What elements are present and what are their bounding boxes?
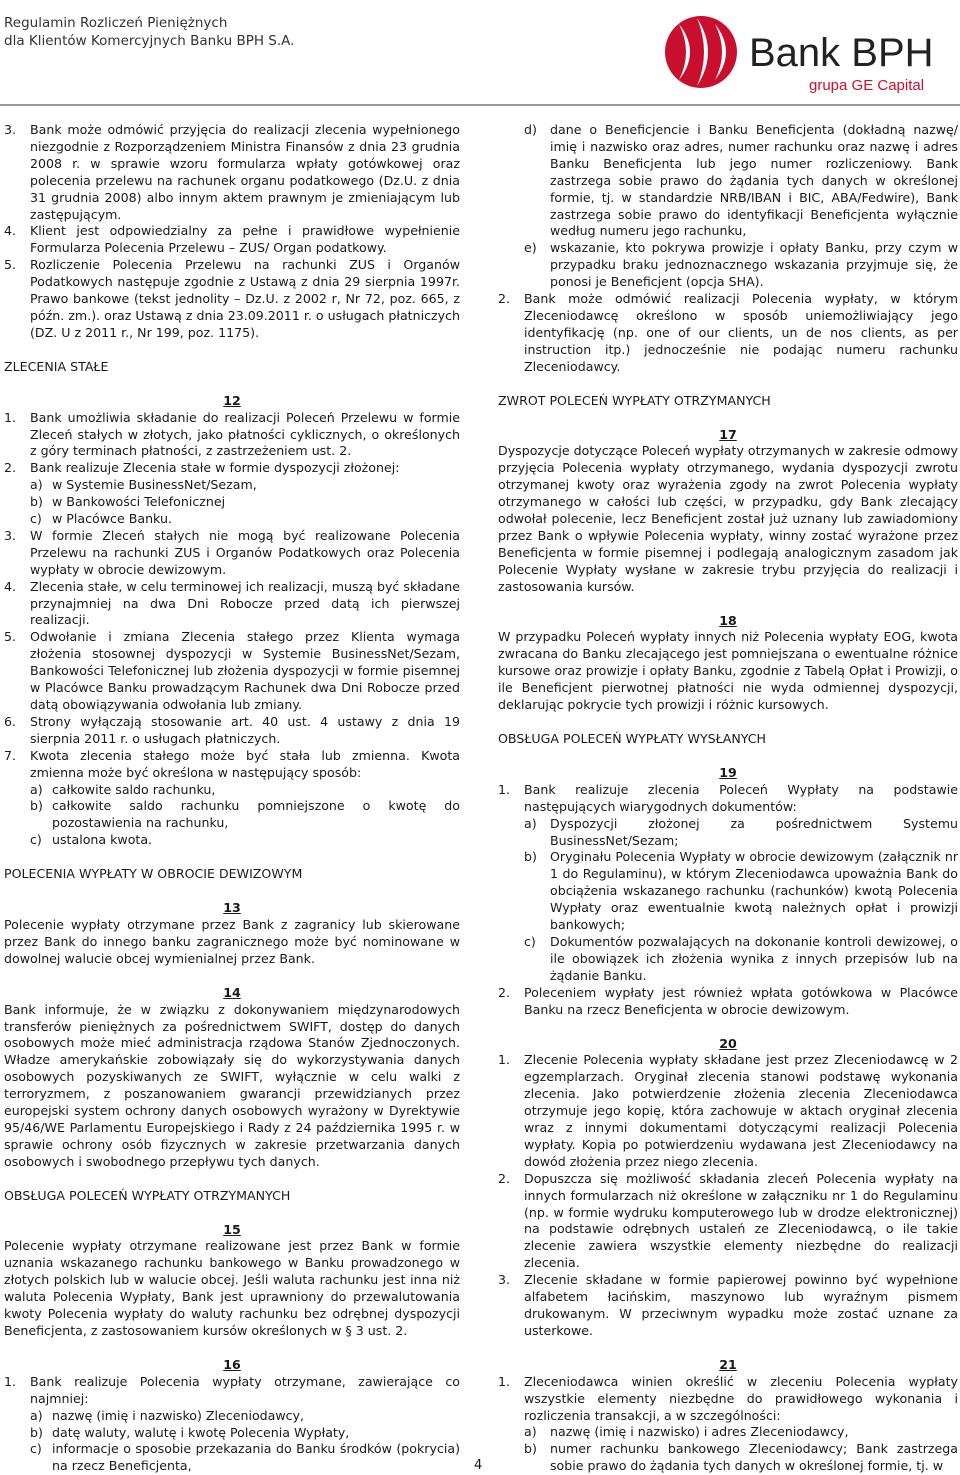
list-item xyxy=(498,1374,958,1425)
item-marker: 2. xyxy=(4,460,17,476)
item-text: Rozliczenie Polecenia Przelewu na rachunki ZUS i Organów Podatkowych następuje zgodnie z Ustawą z dnia 29 sierpnia 1997r. Prawo bankowe (tekst jednolity – Dz.U. z 2002 r, Nr 72, poz. 665, z późn. zm.). oraz Ustawą z dnia 23.09.2011 r. o usługach płatniczych (DZ. U z 2011 r., Nr 199, poz. 1175). xyxy=(30,257,460,340)
spacer xyxy=(498,1340,958,1357)
item-text: w Placówce Banku. xyxy=(52,511,172,527)
sub-item xyxy=(4,798,460,832)
item-text: Zlecenie Polecenia wypłaty składane jest przez Zleceniodawcę w 2 egzemplarzach. Oryginał zlecenia stanowi podstawę wykonania zlecenia. Jako potwierdzenie złożenia zlecenia Zleceniodawca otrzymuje jego kopię, która zachowuje w aktach oryginał zlecenia wraz z innymi dokumentami dotyczącymi realizacji Polecenia wypłaty. Kopia po potwierdzeniu wydawana jest Zleceniodawcy na dowód złożenia przez niego zlecenia. xyxy=(524,1052,958,1169)
spacer xyxy=(4,849,460,866)
spacer xyxy=(4,376,460,393)
paragraph-number: 21 xyxy=(719,1356,737,1372)
item-text: nazwę (imię i nazwisko) Zleceniodawcy, xyxy=(52,1407,305,1423)
item-marker: 2. xyxy=(498,291,511,307)
item-text: ustalona kwota. xyxy=(52,832,153,848)
document-header xyxy=(4,14,294,50)
section-heading: OBSŁUGA POLECEŃ WYPŁATY OTRZYMANYCH xyxy=(4,1187,291,1203)
list-item xyxy=(4,528,460,579)
spacer xyxy=(498,748,958,765)
item-text: wskazanie, kto pokrywa prowizje i opłaty Banku, przy czym w przypadku braku jednoznacznego wskazania przyjmuje się, że ponosi je Beneficjent (opcja SHA). xyxy=(550,240,958,290)
item-text: informacje o sposobie przekazania do Banku środków (pokrycia) na rzecz Beneficjenta, xyxy=(52,1441,460,1474)
list-item xyxy=(4,1374,460,1408)
sub-item xyxy=(4,1425,460,1442)
sub-item xyxy=(498,122,958,240)
item-marker: 5. xyxy=(4,629,17,645)
paragraph-text: W przypadku Poleceń wypłaty innych niż Polecenia wypłaty EOG, kwota zwracana do Banku zlecającego jest pomniejszana o ewentualne różnice kursowe oraz prowizje i opłaty Banku, zgodnie z Tabelą Opłat i Prowizji, o ile Beneficjent pierwotnej płatności nie wyda odmiennej dyspozycji, deklarując pokrycie tych prowizji i różnic kursowych. xyxy=(498,629,958,713)
section-heading: POLECENIA WYPŁATY W OBROCIE DEWIZOWYM xyxy=(4,866,303,882)
item-marker: c) xyxy=(30,1441,42,1457)
paragraph-text: Bank informuje, że w związku z dokonywaniem międzynarodowych transferów pieniężnych za pośrednictwem SWIFT, dostęp do danych osobowych może mieć administracja rządowa Stanów Zjednoczonych. Władze amerykańskie zobowiązały się do wykorzystywania danych osobowych pozyskiwanych ze SWIFT, wyłącznie w celu walki z terroryzmem, z poszanowaniem gwarancji przewidzianych przez europejski system ochrony danych osobowych wyrażony w Dyrektywie 95/46/WE Parlamentu Europejskiego i Rady z 24 października 1995 r. w sprawie ochrony osób fizycznych w zakresie przetwarzania danych osobowych i swobodnego przepływu tych danych. xyxy=(4,1001,460,1169)
header-title: Regulamin Rozliczeń Pieniężnych xyxy=(4,15,228,31)
item-text: Bank może odmówić przyjęcia do realizacji zlecenia wypełnionego niezgodnie z Rozporządzeniem Ministra Finansów z dnia 23 grudnia 2008 r. w sprawie wzoru formularza wpłaty gotówkowej oraz polecenia przelewu na rachunek organu podatkowego (Dz.U. z dnia 31 grudnia 2008) albo innym aktem prawnym je zmieniającym lub zastępującym. xyxy=(30,122,460,222)
list-item xyxy=(498,1052,958,1170)
sub-item xyxy=(498,934,958,985)
spacer xyxy=(498,596,958,613)
paragraph-number: 12 xyxy=(223,392,241,408)
sub-item xyxy=(4,782,460,799)
item-marker: 5. xyxy=(4,257,17,273)
item-text: Bank umożliwia składanie do realizacji Poleceń Przelewu w formie Zleceń stałych w złotych, jako płatności cyklicznych, o określonych z góry terminach płatności, z zastrzeżeniem ust. 2. xyxy=(30,409,460,459)
list-item xyxy=(4,122,460,223)
header-divider xyxy=(0,104,960,106)
item-marker: c) xyxy=(30,511,42,527)
item-text: całkowite saldo rachunku pomniejszone o kwotę do pozostawienia na rachunku, xyxy=(52,798,460,831)
paragraph-text: Dyspozycje dotyczące Poleceń wypłaty otrzymanych w zakresie odmowy przyjęcia Polecenia wypłaty otrzymanego, wydania dyspozycji zwrotu otrzymanej kwoty oraz wyrażenia zgody na zwrot Polecenia wypłaty otrzymanego w całości lub części, w przypadku, gdy Bank zlecający odwołał polecenie, lecz Beneficjent został już uznany lub zawiadomiony przez Bank o wpływie Polecenia wypłaty, winny zostać wyrażone przez Beneficjenta w formie pisemnej i podlegają analogicznym zasadom jak Polecenie Wypłaty wysłane w zakresie trybu przyjęcia do realizacji i zastosowania kursów. xyxy=(498,443,958,594)
item-marker: 3. xyxy=(4,527,17,543)
spacer xyxy=(498,1019,958,1036)
section-heading: OBSŁUGA POLECEŃ WYPŁATY WYSŁANYCH xyxy=(498,731,767,746)
logo-mark-icon xyxy=(665,16,737,88)
item-marker: b) xyxy=(30,798,43,814)
list-item xyxy=(498,1171,958,1272)
paragraph-number: 19 xyxy=(719,764,737,780)
list-item xyxy=(4,579,460,630)
item-marker: 4. xyxy=(4,223,17,239)
item-marker: b) xyxy=(30,1424,43,1440)
section-heading: ZLECENIA STAŁE xyxy=(4,358,109,374)
item-text: Bank realizuje Polecenia wypłaty otrzymane, zawierające co najmniej: xyxy=(30,1373,460,1406)
sub-item xyxy=(498,1424,958,1441)
paragraph-text: Polecenie wypłaty otrzymane przez Bank z zagranicy lub skierowane przez Bank do innego banku zagranicznego może być nominowane w dowolnej walucie obcej wymienialnej przez Bank. xyxy=(4,916,460,966)
sub-item xyxy=(4,832,460,849)
item-marker: 3. xyxy=(498,1272,511,1288)
item-marker: 6. xyxy=(4,713,17,729)
item-text: dane o Beneficjencie i Banku Beneficjenta (dokładną nazwę/ imię i nazwisko oraz adres, numer rachunku oraz nazwę i adres Banku Beneficjenta lub jego numer rozliczeniowy. Bank zastrzega sobie prawo do żądania tych danych w określonej formie, tj. w standardzie NRB/IBAN i BIC, ABA/Fedwire), Bank zastrzega sobie prawo do identyfikacji Beneficjenta wyłącznie według numeru jego rachunku, xyxy=(550,122,958,239)
list-item xyxy=(4,748,460,782)
item-text: W formie Zleceń stałych nie mogą być realizowane Polecenia Przelewu na rachunki ZUS i Organów Podatkowych oraz Polecenia wypłaty w obrocie dewizowym. xyxy=(30,527,460,577)
item-marker: 2. xyxy=(498,984,511,1000)
spacer xyxy=(4,883,460,900)
item-text: Oryginału Polecenia Wypłaty w obrocie dewizowym (załącznik nr 1 do Regulaminu), w którym Zleceniodawca upoważnia Bank do obciążenia wskazanego rachunku (rachunków) kwotą Polecenia Wypłaty oraz ewentualnie kwotą należnych opłat i prowizji bankowych; xyxy=(550,849,958,933)
list-item xyxy=(4,460,460,477)
item-text: Poleceniem wypłaty jest również wpłata gotówkowa w Placówce Banku na rzecz Beneficjenta w obrocie dewizowym. xyxy=(524,984,958,1017)
spacer xyxy=(4,342,460,359)
list-item xyxy=(4,410,460,461)
paragraph-number: 18 xyxy=(719,612,737,628)
item-marker: a) xyxy=(30,477,43,493)
item-text: Zlecenie składane w formie papierowej powinno być wypełnione alfabetem łacińskim, maszynowo lub wyraźnym pismem drukowanym. W przeciwnym wypadku może zostać uznane za usterkowe. xyxy=(524,1272,958,1338)
item-text: całkowite saldo rachunku, xyxy=(52,781,216,797)
item-marker: 3. xyxy=(4,122,17,137)
paragraph-number: 16 xyxy=(223,1356,241,1372)
item-text: Bank realizuje Zlecenia stałe w formie dyspozycji złożonej: xyxy=(30,460,400,476)
spacer xyxy=(4,968,460,985)
item-marker: a) xyxy=(524,815,537,831)
item-text: Strony wyłączają stosowanie art. 40 ust. 4 ustawy z dnia 19 sierpnia 2011 r. o usługach płatniczych. xyxy=(30,713,460,746)
spacer xyxy=(498,714,958,731)
item-text: numer rachunku bankowego Zleceniodawcy; Bank zastrzega sobie prawo do żądania tych danych w określonej formie, tj. w xyxy=(550,1441,958,1474)
list-item xyxy=(498,782,958,816)
item-marker: 1. xyxy=(498,1052,511,1068)
item-marker: 1. xyxy=(4,409,17,425)
sub-item xyxy=(4,1441,460,1475)
item-text: Kwota zlecenia stałego może być stała lub zmienna. Kwota zmienna może być określona w następujący sposób: xyxy=(30,747,460,780)
item-marker: b) xyxy=(524,849,537,865)
item-text: Zleceniodawca winien określić w zleceniu Polecenia wypłaty wszystkie elementy niezbędne do prawidłowego wykonania i rozliczenia transakcji, a w szczególności: xyxy=(524,1373,958,1423)
item-marker: b) xyxy=(30,494,43,510)
item-marker: 2. xyxy=(498,1170,511,1186)
list-item xyxy=(498,291,958,376)
header-subtitle: dla Klientów Komercyjnych Banku BPH S.A. xyxy=(4,33,295,49)
item-marker: e) xyxy=(524,240,537,256)
list-item xyxy=(498,1272,958,1340)
item-marker: 1. xyxy=(498,781,511,797)
item-marker: c) xyxy=(524,933,536,949)
list-item xyxy=(4,223,460,257)
item-text: Dopuszcza się możliwość składania zleceń Polecenia wypłaty na innych formularzach niż określone w załączniku nr 1 do Regulaminu (np. w formie wydruku komputerowego lub w drodze elektronicznej) na podstawie odrębnych ustaleń ze Zleceniodawcą, o ile takie zlecenie zawiera wszystkie elementy niezbędne do realizacji zlecenia. xyxy=(524,1170,958,1271)
section-heading: ZWROT POLECEŃ WYPŁATY OTRZYMANYCH xyxy=(498,392,771,408)
item-marker: c) xyxy=(30,832,42,848)
spacer xyxy=(4,1340,460,1357)
sub-item xyxy=(498,849,958,934)
item-text: nazwę (imię i nazwisko) i adres Zleceniodawcy, xyxy=(550,1424,849,1440)
sub-item xyxy=(4,494,460,511)
right-column xyxy=(498,122,958,1475)
spacer xyxy=(498,410,958,427)
spacer xyxy=(4,1171,460,1188)
item-text: Dyspozycji złożonej za pośrednictwem Systemu BusinessNet/Sezam; xyxy=(550,815,958,848)
sub-item xyxy=(498,240,958,291)
sub-item xyxy=(4,1408,460,1425)
sub-item xyxy=(4,477,460,494)
item-marker: b) xyxy=(524,1441,537,1457)
item-text: Bank może odmówić realizacji Polecenia wypłaty, w którym Zleceniodawcę określono w sposób uniemożliwiający jego identyfikację (np. one of our clients, un de nos clients, as per instruction itp.) jednocześnie nie podając numeru rachunku Zleceniodawcy. xyxy=(524,291,958,374)
item-text: w Bankowości Telefonicznej xyxy=(52,494,226,510)
item-text: Odwołanie i zmiana Zlecenia stałego przez Klienta wymaga złożenia stosownej dyspozycji w Systemie BusinessNet/Sezam, Bankowości Telefonicznej lub złożenia dyspozycji w formie pisemnej w Placówce Banku prowadzącym Rachunek dwa Dni Robocze przed datą obowiązywania odwołania lub zmiany. xyxy=(30,629,460,712)
sub-item xyxy=(498,816,958,850)
paragraph-number: 17 xyxy=(719,426,737,442)
item-marker: a) xyxy=(30,781,43,797)
item-marker: 4. xyxy=(4,578,17,594)
svg-text:grupa GE Capital: grupa GE Capital xyxy=(809,77,925,94)
list-item xyxy=(4,257,460,342)
item-text: Klient jest odpowiedzialny za pełne i prawidłowe wypełnienie Formularza Polecenia Przelewu – ZUS/ Organ podatkowy. xyxy=(30,223,460,256)
item-marker: 1. xyxy=(498,1373,511,1389)
item-text: Dokumentów pozwalających na dokonanie kontroli dewizowej, o ile obowiązek ich złożenia wynika z innych przepisów lub na żądanie Banku. xyxy=(550,933,958,983)
bank-bph-logo xyxy=(657,4,957,100)
item-text: datę waluty, walutę i kwotę Polecenia Wypłaty, xyxy=(52,1424,350,1440)
item-marker: a) xyxy=(30,1407,43,1423)
paragraph-number: 15 xyxy=(223,1221,241,1237)
item-marker: 7. xyxy=(4,747,17,763)
list-item xyxy=(4,629,460,714)
spacer xyxy=(4,1205,460,1222)
item-marker: a) xyxy=(524,1424,537,1440)
page-number: 4 xyxy=(474,1458,483,1473)
left-column xyxy=(4,122,460,1475)
paragraph-number: 13 xyxy=(223,900,241,916)
paragraph-number: 14 xyxy=(223,984,241,1000)
svg-text:Bank BPH: Bank BPH xyxy=(749,31,934,75)
spacer xyxy=(498,376,958,393)
paragraph-number: 20 xyxy=(719,1035,737,1051)
item-text: Bank realizuje zlecenia Poleceń Wypłaty na podstawie następujących wiarygodnych dokumentów: xyxy=(524,781,958,814)
paragraph-text: Polecenie wypłaty otrzymane realizowane jest przez Bank w formie uznania wskazanego rachunku bankowego w Banku prowadzonego w złotych polskich lub w walucie obcej. Jeśli waluta rachunku jest inna niż waluta Polecenia Wypłaty, Bank jest uprawniony do przewalutowania kwoty Polecenia wypłaty do waluty rachunku bez odrębnej dyspozycji Beneficjenta, z zastosowaniem kursów określonych w § 3 ust. 2. xyxy=(4,1238,460,1338)
sub-item xyxy=(498,1441,958,1475)
item-text: w Systemie BusinessNet/Sezam, xyxy=(52,477,257,493)
list-item xyxy=(4,714,460,748)
item-marker: d) xyxy=(524,122,537,137)
list-item xyxy=(498,985,958,1019)
sub-item xyxy=(4,511,460,528)
item-marker: 1. xyxy=(4,1373,17,1389)
item-text: Zlecenia stałe, w celu terminowej ich realizacji, muszą być składane przynajmniej na dwa Dni Robocze przed datą ich pierwszej realizacji. xyxy=(30,578,460,628)
